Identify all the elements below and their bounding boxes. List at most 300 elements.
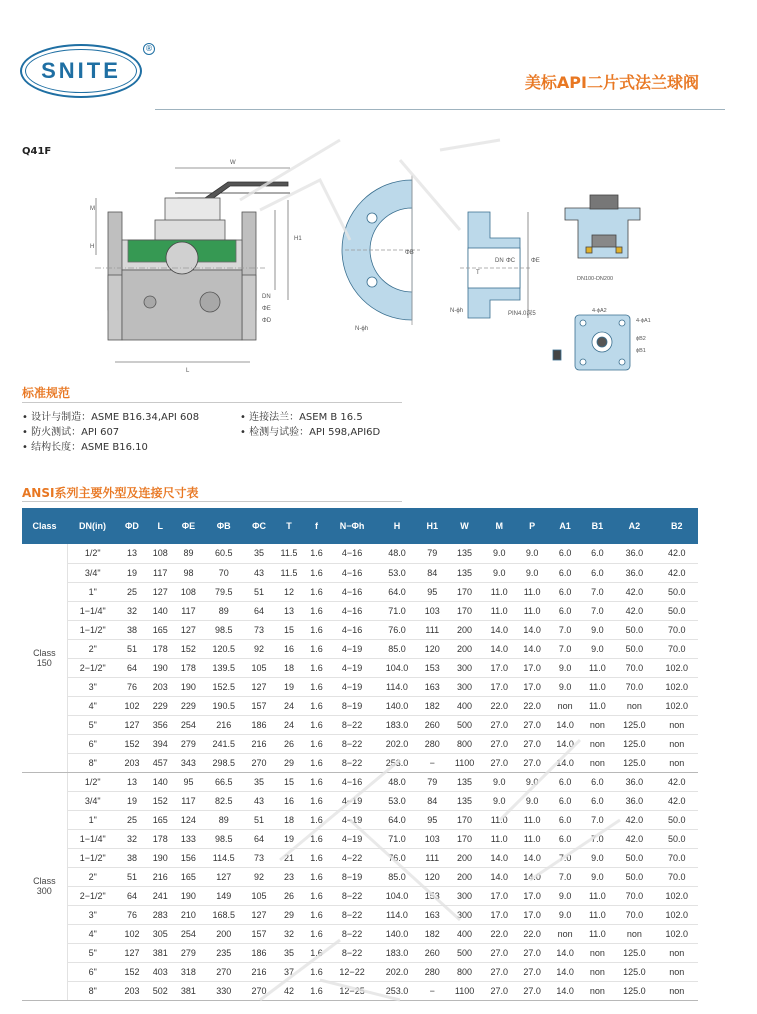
page-header xyxy=(0,0,757,110)
table-cell: 4−16 xyxy=(328,563,376,582)
table-cell: 50.0 xyxy=(656,829,698,848)
table-cell: 280 xyxy=(418,734,446,753)
table-cell: 50.0 xyxy=(656,810,698,829)
table-cell: 182 xyxy=(418,924,446,943)
table-cell: 25 xyxy=(118,582,146,601)
table-cell: 70.0 xyxy=(656,620,698,639)
table-row xyxy=(22,867,698,886)
label-t: T xyxy=(476,270,480,276)
table-cell: 186 xyxy=(245,943,273,962)
table-cell: 1.6 xyxy=(305,563,329,582)
table-cell: 36.0 xyxy=(613,791,655,810)
table-cell: 8−22 xyxy=(328,753,376,772)
mounting-top-view xyxy=(565,195,640,258)
table-cell: 23 xyxy=(273,867,305,886)
table-cell: 394 xyxy=(146,734,174,753)
table-cell: 270 xyxy=(203,962,245,981)
table-cell: 51 xyxy=(245,582,273,601)
table-cell: 125.0 xyxy=(613,943,655,962)
table-cell: 200 xyxy=(446,848,482,867)
table-cell: 14.0 xyxy=(549,734,582,753)
table-cell: 103 xyxy=(418,829,446,848)
flange-section-view xyxy=(460,212,530,318)
table-cell: 17.0 xyxy=(483,658,516,677)
column-header: DN(in) xyxy=(67,508,118,544)
table-cell: 120 xyxy=(418,867,446,886)
table-cell: 50.0 xyxy=(656,582,698,601)
table-cell: 42.0 xyxy=(656,772,698,791)
table-cell: 27.0 xyxy=(483,753,516,772)
table-cell: 6.0 xyxy=(549,829,582,848)
table-cell: 71.0 xyxy=(376,601,418,620)
table-cell: 283 xyxy=(146,905,174,924)
table-cell: 216 xyxy=(245,962,273,981)
table-cell: 117 xyxy=(146,563,174,582)
table-cell: 53.0 xyxy=(376,563,418,582)
table-cell: non xyxy=(613,924,655,943)
table-cell: 51 xyxy=(245,810,273,829)
table-cell: 12−25 xyxy=(328,981,376,1000)
table-cell: 178 xyxy=(174,658,202,677)
table-cell: 279 xyxy=(174,943,202,962)
table-cell: 149 xyxy=(203,886,245,905)
table-cell: 235 xyxy=(203,943,245,962)
table-cell: 168.5 xyxy=(203,905,245,924)
table-cell: 9.0 xyxy=(549,886,582,905)
table-cell: 500 xyxy=(446,943,482,962)
table-cell: 120 xyxy=(418,639,446,658)
table-cell: 1.6 xyxy=(305,696,329,715)
table-cell: 4−16 xyxy=(328,544,376,563)
table-cell: 19 xyxy=(273,829,305,848)
table-cell: non xyxy=(582,981,614,1000)
table-cell: 7.0 xyxy=(549,867,582,886)
table-cell: 42.0 xyxy=(613,582,655,601)
size-cell: 2−1/2" xyxy=(67,886,118,905)
label-nphih: N-ϕh xyxy=(355,326,369,332)
standards-rule xyxy=(22,402,402,403)
table-cell: 1.6 xyxy=(305,962,329,981)
table-cell: non xyxy=(582,715,614,734)
table-cell: 14.0 xyxy=(516,848,549,867)
table-cell: 27.0 xyxy=(483,734,516,753)
table-cell: 11.0 xyxy=(483,601,516,620)
table-cell: 15 xyxy=(273,772,305,791)
table-cell: 32 xyxy=(273,924,305,943)
table-cell: 14.0 xyxy=(549,753,582,772)
table-cell: 27.0 xyxy=(516,753,549,772)
standard-item: • 连接法兰：ASEM B 16.5 xyxy=(240,412,363,423)
table-cell: 36.0 xyxy=(613,563,655,582)
table-cell: 26 xyxy=(273,734,305,753)
table-cell: 64 xyxy=(118,658,146,677)
table-cell: 152 xyxy=(174,639,202,658)
table-cell: 135 xyxy=(446,563,482,582)
label-h: H xyxy=(90,244,95,250)
table-cell: 27.0 xyxy=(483,981,516,1000)
table-cell: 9.0 xyxy=(582,867,614,886)
table-cell: 79 xyxy=(418,772,446,791)
size-cell: 1" xyxy=(67,810,118,829)
table-cell: 29 xyxy=(273,753,305,772)
column-header: f xyxy=(305,508,329,544)
table-row xyxy=(22,848,698,867)
label-m: M xyxy=(90,206,95,212)
table-cell: 84 xyxy=(418,563,446,582)
table-cell: non xyxy=(549,696,582,715)
table-cell: 381 xyxy=(146,943,174,962)
table-cell: 152 xyxy=(118,962,146,981)
table-cell: 4−19 xyxy=(328,658,376,677)
table-cell: 9.0 xyxy=(549,658,582,677)
table-cell: 457 xyxy=(146,753,174,772)
table-cell: 108 xyxy=(174,582,202,601)
table-row xyxy=(22,563,698,582)
table-cell: 343 xyxy=(174,753,202,772)
size-cell: 8" xyxy=(67,753,118,772)
table-row xyxy=(22,791,698,810)
table-cell: 27.0 xyxy=(516,715,549,734)
table-cell: 1.6 xyxy=(305,848,329,867)
column-header: B2 xyxy=(656,508,698,544)
table-cell: 102.0 xyxy=(656,905,698,924)
table-cell: 16 xyxy=(273,639,305,658)
table-cell: 241.5 xyxy=(203,734,245,753)
technical-drawings xyxy=(0,150,757,380)
table-cell: 300 xyxy=(446,658,482,677)
table-cell: 70.0 xyxy=(613,677,655,696)
table-cell: 11.5 xyxy=(273,563,305,582)
table-cell: 156 xyxy=(174,848,202,867)
table-cell: 102 xyxy=(118,924,146,943)
table-cell: 42.0 xyxy=(656,791,698,810)
table-cell: 280 xyxy=(418,962,446,981)
table-cell: 186 xyxy=(245,715,273,734)
table-cell: 254 xyxy=(174,715,202,734)
table-cell: 133 xyxy=(174,829,202,848)
table-cell: 60.5 xyxy=(203,544,245,563)
table-cell: 300 xyxy=(446,905,482,924)
table-cell: 108 xyxy=(146,544,174,563)
table-cell: 102.0 xyxy=(656,677,698,696)
table-cell: 50.0 xyxy=(613,848,655,867)
table-cell: 117 xyxy=(174,791,202,810)
column-header: B1 xyxy=(582,508,614,544)
table-cell: 26 xyxy=(273,886,305,905)
table-cell: 253.0 xyxy=(376,981,418,1000)
table-cell: 127 xyxy=(203,867,245,886)
table-cell: 17.0 xyxy=(483,905,516,924)
table-cell: 11.0 xyxy=(483,829,516,848)
table-cell: 70.0 xyxy=(613,886,655,905)
table-cell: 111 xyxy=(418,848,446,867)
table-cell: 53.0 xyxy=(376,791,418,810)
table-cell: 400 xyxy=(446,696,482,715)
table-cell: 4−19 xyxy=(328,810,376,829)
table-cell: 11.0 xyxy=(516,810,549,829)
table-cell: 13 xyxy=(118,772,146,791)
table-cell: 12−22 xyxy=(328,962,376,981)
table-cell: 27.0 xyxy=(516,962,549,981)
table-cell: 51 xyxy=(118,867,146,886)
size-cell: 3/4" xyxy=(67,563,118,582)
table-row xyxy=(22,772,698,791)
table-cell: 260 xyxy=(418,943,446,962)
label-phic: ΦC xyxy=(506,258,516,264)
table-cell: 203 xyxy=(146,677,174,696)
size-cell: 2" xyxy=(67,639,118,658)
table-cell: 270 xyxy=(245,753,273,772)
table-body xyxy=(22,544,698,1000)
table-cell: 71.0 xyxy=(376,829,418,848)
table-cell: 200 xyxy=(446,639,482,658)
table-cell: 27.0 xyxy=(516,943,549,962)
table-cell: 1.6 xyxy=(305,639,329,658)
table-cell: 6.0 xyxy=(549,791,582,810)
label-nf: N-ϕh xyxy=(450,308,464,314)
table-cell: 51 xyxy=(118,639,146,658)
table-cell: 8−22 xyxy=(328,886,376,905)
table-cell: 24 xyxy=(273,715,305,734)
header-rule xyxy=(155,109,725,110)
table-cell: non xyxy=(582,962,614,981)
table-cell: 42.0 xyxy=(656,563,698,582)
table-cell: 202.0 xyxy=(376,734,418,753)
table-cell: 42.0 xyxy=(613,601,655,620)
table-cell: 89 xyxy=(203,810,245,829)
table-cell: 140 xyxy=(146,772,174,791)
table-cell: 35 xyxy=(245,772,273,791)
table-cell: 1.6 xyxy=(305,791,329,810)
table-cell: 11.0 xyxy=(483,810,516,829)
table-cell: 18 xyxy=(273,658,305,677)
table-row xyxy=(22,924,698,943)
standard-item: • 结构长度：ASME B16.10 xyxy=(22,442,148,453)
size-cell: 5" xyxy=(67,715,118,734)
table-cell: non xyxy=(656,715,698,734)
table-cell: 27.0 xyxy=(483,962,516,981)
table-cell: 403 xyxy=(146,962,174,981)
table-cell: 170 xyxy=(446,601,482,620)
label-phie2: ΦE xyxy=(531,258,540,264)
column-header: ΦD xyxy=(118,508,146,544)
table-row xyxy=(22,886,698,905)
table-cell: 229 xyxy=(174,696,202,715)
table-cell: 253.0 xyxy=(376,753,418,772)
table-cell: 183.0 xyxy=(376,943,418,962)
brand-logo xyxy=(20,44,142,98)
table-cell: non xyxy=(656,753,698,772)
table-cell: 14.0 xyxy=(483,639,516,658)
table-cell: 85.0 xyxy=(376,867,418,886)
table-cell: 1.6 xyxy=(305,810,329,829)
table-cell: 11.0 xyxy=(582,886,614,905)
table-cell: 8−22 xyxy=(328,943,376,962)
table-cell: 111 xyxy=(418,620,446,639)
table-cell: 153 xyxy=(418,658,446,677)
table-cell: 254 xyxy=(174,924,202,943)
table-cell: 14.0 xyxy=(549,715,582,734)
table-cell: 4−16 xyxy=(328,772,376,791)
table-heading: ANSI系列主要外型及连接尺寸表 xyxy=(22,486,199,500)
label-w: W xyxy=(230,160,236,166)
table-cell: 800 xyxy=(446,962,482,981)
table-cell: 1.6 xyxy=(305,734,329,753)
table-cell: 241 xyxy=(146,886,174,905)
table-cell: 70.0 xyxy=(656,867,698,886)
table-cell: 14.0 xyxy=(549,962,582,981)
table-cell: 104.0 xyxy=(376,658,418,677)
table-cell: 200 xyxy=(446,620,482,639)
table-cell: 356 xyxy=(146,715,174,734)
table-row xyxy=(22,582,698,601)
table-cell: 64 xyxy=(118,886,146,905)
table-cell: 8−19 xyxy=(328,696,376,715)
table-cell: 203 xyxy=(118,753,146,772)
label-dn: DN xyxy=(262,294,271,300)
table-cell: 127 xyxy=(174,620,202,639)
table-cell: 9.0 xyxy=(582,620,614,639)
iso-mounting-pad xyxy=(553,315,630,370)
table-cell: 6.0 xyxy=(549,544,582,563)
table-cell: 25 xyxy=(118,810,146,829)
table-cell: 42.0 xyxy=(613,829,655,848)
table-cell: 6.0 xyxy=(582,791,614,810)
table-cell: 9.0 xyxy=(483,544,516,563)
table-cell: 66.5 xyxy=(203,772,245,791)
table-cell: 216 xyxy=(203,715,245,734)
table-cell: 135 xyxy=(446,791,482,810)
table-cell: 6.0 xyxy=(549,582,582,601)
table-cell: 105 xyxy=(245,886,273,905)
table-cell: 153 xyxy=(418,886,446,905)
table-cell: 19 xyxy=(118,563,146,582)
label-a1: 4-ϕA1 xyxy=(636,318,651,324)
table-cell: 11.0 xyxy=(582,658,614,677)
class-cell: Class 150 xyxy=(22,544,67,772)
table-cell: 4−16 xyxy=(328,620,376,639)
table-cell: 1.6 xyxy=(305,829,329,848)
table-rule xyxy=(22,501,402,502)
table-cell: 140 xyxy=(146,601,174,620)
table-cell: 89 xyxy=(203,601,245,620)
size-cell: 3" xyxy=(67,677,118,696)
table-cell: 21 xyxy=(273,848,305,867)
table-cell: 152.5 xyxy=(203,677,245,696)
table-cell: 84 xyxy=(418,791,446,810)
table-cell: 381 xyxy=(174,981,202,1000)
table-cell: 500 xyxy=(446,715,482,734)
table-cell: 178 xyxy=(146,639,174,658)
table-cell: 216 xyxy=(146,867,174,886)
table-cell: 11.0 xyxy=(516,601,549,620)
table-cell: 50.0 xyxy=(613,867,655,886)
table-cell: 82.5 xyxy=(203,791,245,810)
table-cell: 76.0 xyxy=(376,848,418,867)
table-row xyxy=(22,734,698,753)
table-cell: 105 xyxy=(245,658,273,677)
table-cell: 11.0 xyxy=(516,582,549,601)
table-cell: 48.0 xyxy=(376,772,418,791)
table-cell: 190 xyxy=(146,848,174,867)
table-cell: 64.0 xyxy=(376,582,418,601)
size-cell: 3" xyxy=(67,905,118,924)
table-cell: 300 xyxy=(446,677,482,696)
table-cell: 42 xyxy=(273,981,305,1000)
table-cell: 190.5 xyxy=(203,696,245,715)
table-cell: 14.0 xyxy=(483,848,516,867)
class-cell: Class 300 xyxy=(22,772,67,1000)
table-cell: 103 xyxy=(418,601,446,620)
table-cell: 124 xyxy=(174,810,202,829)
table-cell: 1.6 xyxy=(305,658,329,677)
table-cell: 152 xyxy=(146,791,174,810)
table-cell: 300 xyxy=(446,886,482,905)
table-cell: 279 xyxy=(174,734,202,753)
column-header: N−Φh xyxy=(328,508,376,544)
table-cell: 135 xyxy=(446,544,482,563)
table-cell: 165 xyxy=(146,810,174,829)
table-cell: 125.0 xyxy=(613,753,655,772)
table-cell: 98.5 xyxy=(203,829,245,848)
label-b1: ϕB1 xyxy=(636,348,646,354)
table-cell: 114.5 xyxy=(203,848,245,867)
table-cell: 4−19 xyxy=(328,791,376,810)
table-cell: 11.0 xyxy=(582,905,614,924)
table-cell: 17.0 xyxy=(483,886,516,905)
table-cell: non xyxy=(582,734,614,753)
table-cell: 79.5 xyxy=(203,582,245,601)
table-cell: 800 xyxy=(446,734,482,753)
table-cell: 6.0 xyxy=(582,563,614,582)
table-cell: non xyxy=(582,753,614,772)
table-cell: non xyxy=(656,734,698,753)
label-h1: H1 xyxy=(294,236,302,242)
label-phie: ΦE xyxy=(262,306,271,312)
column-header: P xyxy=(516,508,549,544)
label-b2: ϕB2 xyxy=(636,336,646,342)
table-cell: 1.6 xyxy=(305,544,329,563)
table-cell: 1100 xyxy=(446,753,482,772)
table-cell: 92 xyxy=(245,867,273,886)
size-cell: 1−1/2" xyxy=(67,620,118,639)
column-header: ΦB xyxy=(203,508,245,544)
table-cell: 200 xyxy=(203,924,245,943)
table-header-row xyxy=(22,508,698,544)
table-cell: 64.0 xyxy=(376,810,418,829)
table-cell: 32 xyxy=(118,601,146,620)
table-cell: 114.0 xyxy=(376,677,418,696)
table-cell: 70.0 xyxy=(656,639,698,658)
table-cell: 14.0 xyxy=(549,943,582,962)
column-header: T xyxy=(273,508,305,544)
table-cell: 200 xyxy=(446,867,482,886)
table-cell: 11.0 xyxy=(483,582,516,601)
column-header: H xyxy=(376,508,418,544)
table-cell: 165 xyxy=(146,620,174,639)
table-cell: 14.0 xyxy=(516,639,549,658)
table-cell: 38 xyxy=(118,620,146,639)
table-cell: 22.0 xyxy=(516,696,549,715)
table-cell: 35 xyxy=(245,544,273,563)
dimension-table xyxy=(22,508,698,1001)
table-cell: 32 xyxy=(118,829,146,848)
table-cell: 70.0 xyxy=(613,658,655,677)
table-cell: 27.0 xyxy=(483,715,516,734)
table-cell: 14.0 xyxy=(483,867,516,886)
column-header: L xyxy=(146,508,174,544)
table-cell: 17.0 xyxy=(516,677,549,696)
